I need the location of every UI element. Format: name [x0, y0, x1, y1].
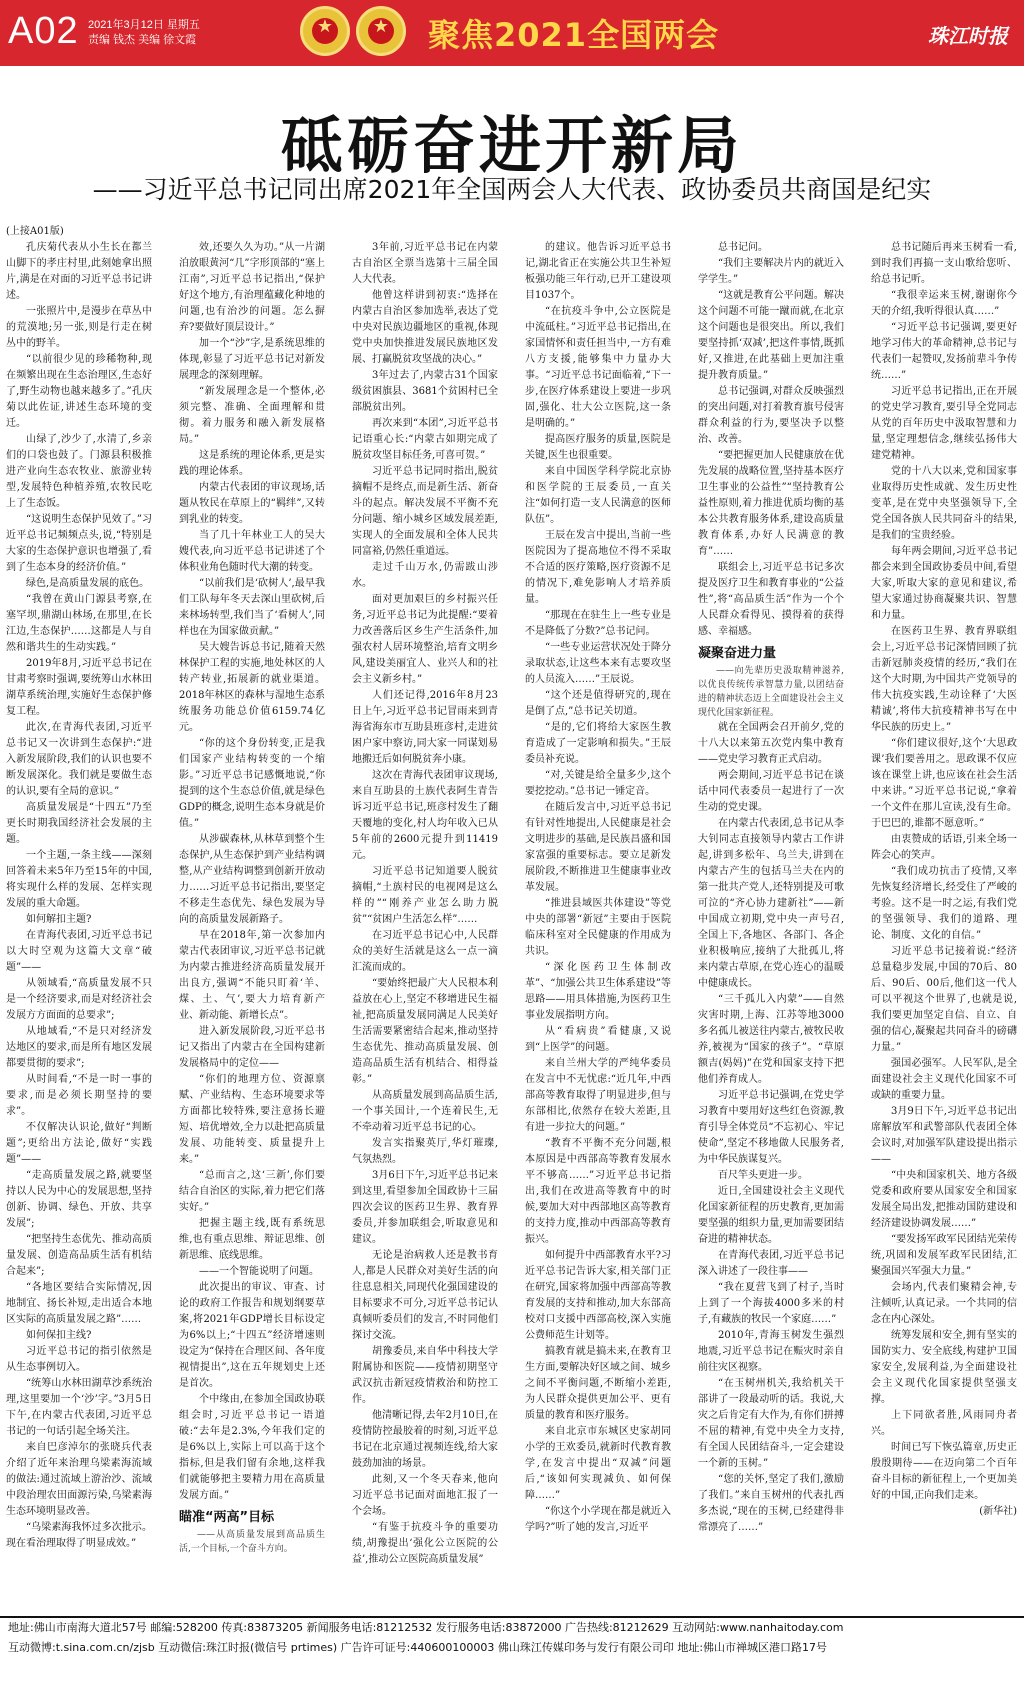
- national-emblem-icon: ★: [300, 6, 350, 56]
- body-paragraph: “这个还是值得研究的,现在是倒了点,”总书记关切道。: [525, 690, 671, 717]
- body-paragraph: “有鉴于抗疫斗争的重要功绩,胡豫提出‘强化公立医院的公益’,推动公立医院高质量发展”: [352, 1522, 498, 1565]
- article-signature: (新华社): [979, 1506, 1017, 1517]
- body-column-2: [179, 240, 325, 1608]
- continued-from-note: (上接A01版): [6, 226, 64, 237]
- body-paragraph: 3月9日下午,习近平总书记出席解放军和武警部队代表团全体会议时,对加强军队建设提出指示——: [871, 1106, 1017, 1165]
- body-paragraph: 胡豫委员,来自华中科技大学附属协和医院——疫情初期坚守武汉抗击新冠疫情救治和防控工作。: [352, 1346, 498, 1405]
- body-paragraph: 近日,全国建设社会主义现代化国家新征程的历史教育,更加需要坚强的组织力量,更加需要团结奋进的精神状态。: [698, 1186, 844, 1245]
- body-paragraph: “走高质量发展之路,就要坚持以人民为中心的发展思想,坚持创新、协调、绿色、开放、共享发展”;: [6, 1170, 152, 1229]
- body-column-1: [6, 240, 152, 1608]
- body-paragraph: “把坚持生态优先、推动高质量发展、创造高品质生活有机结合起来”;: [6, 1234, 152, 1277]
- body-paragraph: 来自巴彦淖尔的张晓兵代表介绍了近年来治理乌梁素海流域的做法:通过流域上游治沙、流域中段治理农田面源污染,乌梁素海生态环境明显改善。: [6, 1442, 152, 1517]
- body-paragraph: 每年两会期间,习近平总书记都会来到全国政协委员中间,看望大家,听取大家的意见和建议,希望大家通过协商凝聚共识、智慧和力量。: [871, 546, 1017, 621]
- body-paragraph: 进入新发展阶段,习近平总书记又指出了内蒙古在全国构建新发展格局中的定位——: [179, 1026, 325, 1069]
- body-paragraph: ——一个智能说明了问题。: [199, 1266, 319, 1277]
- body-paragraph: “这就是教育公平问题。解决这个问题不可能一蹴而就,在北京这个问题也是很突出。所以,我们要坚持抓‘双减’,把这件事情,既抓好,又推进,在此基础上更加注重提升教育质量。”: [698, 290, 844, 381]
- body-paragraph: 2019年8月,习近平总书记在甘肃考察时强调,要统筹山水林田湖草系统治理,实施好生态保护修复工程。: [6, 658, 152, 717]
- body-paragraph: “要始终把最广大人民根本利益放在心上,坚定不移增进民生福祉,把高质量发展同满足人民美好生活需要紧密结合起来,推动坚持生态优先、推动高质量发展、创造高品质生活有机结合、相得益彰。”: [352, 978, 498, 1085]
- body-column-5: [698, 240, 844, 1608]
- body-paragraph: 习近平总书记同时指出,脱贫摘帽不是终点,而是新生活、新奋斗的起点。解决发展不平衡不充分问题、缩小城乡区域发展差距,实现人的全面发展和全体人民共同富裕,仍然任重道远。: [352, 466, 498, 557]
- article-subtitle: ——习近平总书记同出席2021年全国两会人大代表、政协委员共商国是纪实: [92, 175, 932, 204]
- body-paragraph: 会场内,代表们聚精会神,专注倾听,认真记录。一个共同的信念在内心深处。: [871, 1282, 1017, 1325]
- section-intro: ——从高质量发展到高品质生活,一个目标,一个奋斗方向。: [179, 1530, 325, 1554]
- body-paragraph: 这是系统的理论体系,更是实践的理论体系。: [179, 450, 325, 477]
- body-paragraph: “你这个小学现在都是就近入学吗?”听了她的发言,习近平: [525, 1506, 671, 1533]
- body-paragraph: 由衷赞成的话语,引来全场一阵会心的笑声。: [871, 834, 1017, 861]
- body-paragraph: 无论是治病救人还是教书育人,都是人民群众对美好生活的向往息息相关,同现代化强国建设的目标要求不可分,习近平总书记认真倾听委员们的发言,不时同他们探讨交流。: [352, 1250, 498, 1341]
- body-paragraph: “中央和国家机关、地方各级党委和政府要从国家安全和国家发展全局出发,把推动国防建设和经济建设协调发展……”: [871, 1170, 1017, 1229]
- body-paragraph: 3月6日下午,习近平总书记来到这里,看望参加全国政协十三届四次会议的医药卫生界、教育界委员,并参加联组会,听取意见和建议。: [352, 1170, 498, 1245]
- body-paragraph: 统筹发展和安全,拥有坚实的国防实力、安全底线,构建护卫国家安全,发展利益,为全面建设社会主义现代化国家提供坚强支撑。: [871, 1330, 1017, 1405]
- body-paragraph: 2010年,青海玉树发生强烈地震,习近平总书记在赈灾时亲自前往灾区视察。: [698, 1330, 844, 1373]
- article-body: [6, 240, 1018, 1608]
- body-paragraph: 习近平总书记接着说:“经济总量稳步发展,中国的70后、80后、90后、00后,他们这一代人可以平视这个世界了,也就是说,我们要更加坚定自信、自立、自强的信心,凝聚起共同奋斗的磅礴力量。”: [871, 946, 1017, 1053]
- body-paragraph: “在抗疫斗争中,公立医院是中流砥柱。”习近平总书记指出,在家国情怀和责任担当中,一方有难八方支援,能够集中力量办大事。“习近平总书记面临着,“下一步,在医疗体系建设上要进一步巩固,强化、壮大公立医院,这一条是明确的。”: [525, 306, 671, 429]
- body-paragraph: 习近平总书记强调,在党史学习教育中要用好这些红色资源,教育引导全体党员“不忘初心、牢记使命”,坚定不移地做人民服务者,为中华民族谋复兴。: [698, 1090, 844, 1165]
- page-number: A02: [8, 10, 79, 52]
- editors-line: 责编 钱杰 美编 徐文霞: [88, 34, 197, 46]
- body-paragraph: “总而言之,这‘三新’,你们要结合自治区的实际,着力把它们落实好。”: [179, 1170, 325, 1213]
- cppcc-emblem-icon: ★: [356, 6, 406, 56]
- body-paragraph: 在医药卫生界、教育界联组会上,习近平总书记深情回顾了抗击新冠肺炎疫情的经历,“我们在这个大时期,为中国共产党领导的伟大抗疫实践,生动诠释了‘大医精诚’,将伟大抗疫精神书写在中华民族的历史上。”: [871, 626, 1017, 733]
- section-heading: 凝聚奋进力量: [698, 646, 777, 661]
- body-paragraph: 把握主题主线,既有系统思维,也有重点思维、辩证思维、创新思维、底线思维。: [179, 1218, 325, 1261]
- body-paragraph: 来自中国医学科学院北京协和医学院的王辰委员,一直关注“如何打造一支人民满意的医师队伍”。: [525, 466, 671, 525]
- body-paragraph: “统筹山水林田湖草沙系统治理,这里要加一个‘沙’字。”3月5日下午,在内蒙古代表团,习近平总书记的一句话引起全场关注。: [6, 1378, 152, 1437]
- body-paragraph: “乌梁素海我怀过多次批示。现在看治理取得了明显成效。”: [6, 1522, 152, 1549]
- body-paragraph: 的建议。他告诉习近平总书记,湖北省正在实施公共卫生补短板强功能三年行动,已开工建设项目1037个。: [525, 242, 671, 301]
- body-paragraph: “推进县域医共体建设”等党中央的部署“新冠”主要由于医院临床科室对全民健康的作用成为共识。: [525, 898, 671, 957]
- body-paragraph: “我曾在黄山门源县考察,在塞罕坝,鼎湖山林场,在那里,在长江边,生态保护……这都是人与自然和谐共生的生动实践。”: [6, 594, 152, 653]
- issue-date: 2021年3月12日 星期五: [88, 19, 200, 31]
- article-title: 砥砺奋进开新局: [280, 109, 743, 182]
- body-paragraph: 3年前,习近平总书记在内蒙古自治区全票当选第十三届全国人大代表。: [352, 242, 498, 285]
- body-paragraph: “我们成功抗击了疫情,又率先恢复经济增长,经受住了严峻的考验。这不是一时之运,有我们党的坚强领导、我们的道路、理论、制度、文化的自信。”: [871, 866, 1017, 941]
- body-paragraph: “以前我们是‘砍树人’,最早我们工队每年冬天去深山里砍树,后来林场转型,我们当了‘看树人’,同样也在为国家做贡献。”: [179, 578, 325, 637]
- body-paragraph: 个中缘由,在参加全国政协联组会时,习近平总书记一语道破:“去年是2.3%,今年我们定的是6%以上,实际上可以高于这个指标,但是我们留有余地,这样我们就能够把主要精力用在高质量发展方面。”: [179, 1394, 325, 1501]
- body-paragraph: “您的关怀,坚定了我们,激励了我们。”来自玉树州的代表扎西多杰说,“现在的玉树,已经建得非常漂亮了……”: [698, 1474, 844, 1533]
- body-paragraph: 早在2018年,第一次参加内蒙古代表团审议,习近平总书记就为内蒙古推进经济高质量发展开出良方,强调“不能只盯着‘羊、煤、土、气’,要大力培育新产业、新动能、新增长点”。: [179, 930, 325, 1021]
- body-paragraph: “这说明生态保护见效了。”习近平总书记频频点头,说,“特别是大家的生态保护意识也增强了,看到了生态本身的经济价值。”: [6, 514, 152, 573]
- body-paragraph: 在青海代表团,习近平总书记以大时空观为这篇大文章“破题”——: [6, 930, 152, 973]
- section-intro: ——向先辈历史汲取精神滋养,以优良传统传承智慧力量,以团结奋进的精神状态迈上全面建设社会主义现代化国家新征程。: [698, 666, 844, 718]
- body-paragraph: 来自兰州大学的严纯华委员在发言中不无忧虑:“近几年,中西部高等教育取得了明显进步,但与东部相比,依然存在较大差距,且有进一步拉大的问题。”: [525, 1058, 671, 1133]
- body-paragraph: “是的,它们将给大家医生教育造成了一定影响和损失。”王辰委员补充说。: [525, 722, 671, 765]
- body-paragraph: “习近平总书记强调,要更好地学习伟大的革命精神,总书记与代表们一起赞叹,发扬前辈斗争传统……”: [871, 322, 1017, 381]
- body-paragraph: 他清晰记得,去年2月10日,在疫情防控最胶着的时刻,习近平总书记在北京通过视频连线,给大家鼓劲加油的场景。: [352, 1410, 498, 1469]
- footer-line-2: 互动微博:t.sina.com.cn/zjsb 互动微信:珠江时报(微信号 prtimes) 广告许可证号:440600100003 佛山珠江传媒印务与发行有限公司印 地址:佛山市禅城区港口路17号: [8, 1641, 828, 1654]
- body-paragraph: 上下同欲者胜,风雨同舟者兴。: [871, 1410, 1017, 1437]
- body-column-4: [525, 240, 671, 1608]
- body-paragraph: 来自北京市东城区史家胡同小学的王欢委员,就新时代教育教学,在发言中提出“双减”问题后,“该如何实现减负、如何保障……”: [525, 1426, 671, 1501]
- body-paragraph: “各地区要结合实际情况,因地制宜、扬长补短,走出适合本地区实际的高质量发展之路”……: [6, 1282, 152, 1325]
- body-paragraph: 总书记随后再来玉树看一看,到时我们再搞一支山歌给您听、给总书记听。: [871, 242, 1017, 285]
- body-paragraph: 孔庆菊代表从小生长在都兰山脚下的孝庄村里,此刻她拿出照片,满是在对面的习近平总书记讲述。: [6, 242, 152, 301]
- body-paragraph: 时间已写下恢弘篇章,历史正殷殷期待——在迈向第二个百年奋斗目标的新征程上,一个更加美好的中国,正向我们走来。: [871, 1442, 1017, 1501]
- body-paragraph: 从领域看,“高质量发展不只是一个经济要求,而是对经济社会发展方方面面的总要求”;: [6, 978, 152, 1021]
- body-paragraph: “以前很少见的珍稀物种,现在频繁出现在生态治理区,生态好了,野生动物也越来越多了。”孔庆菊以此佐证,讲述生态环境的变迁。: [6, 354, 152, 429]
- body-paragraph: 习近平总书记指出,正在开展的党史学习教育,要引导全党同志从党的百年历史中汲取智慧和力量,坚定理想信念,继续弘扬伟大建党精神。: [871, 386, 1017, 461]
- body-paragraph: “要把握更加人民健康放在优先发展的战略位置,坚持基本医疗卫生事业的公益性”“坚持教育公益性原则,着力推进优质均衡的基本公共教育服务体系,建设高质量教育体系,办好人民满意的教育”……: [698, 450, 844, 557]
- body-paragraph: 党的十八大以来,党和国家事业取得历史性成就、发生历史性变革,是在党中央坚强领导下,全党全国各族人民共同奋斗的结果,是我们的宝贵经验。: [871, 466, 1017, 541]
- body-paragraph: 面对更加艰巨的乡村振兴任务,习近平总书记为此提醒:“要着力改善落后区乡生产生活条件,加强农村人居环境整治,培育文明乡风,建设美丽宜人、业兴人和的社会主义新乡村。”: [352, 594, 498, 685]
- body-paragraph: 走过千山万水,仍需跋山涉水。: [352, 562, 498, 589]
- issue-date-block: [88, 18, 200, 48]
- body-paragraph: 百尺竿头更进一步。: [718, 1170, 808, 1181]
- body-paragraph: 在内蒙古代表团,总书记从李大钊同志直接领导内蒙古工作讲起,讲到多松年、乌兰夫,讲到在内蒙古产生的包括马兰夫在内的第一批共产党人,还特别提及可歌可泣的“齐心协力建新社”——新中国成立初期,党中央一声号召,全国上下,各地区、各部门、各企业积极响应,接纳了大批孤儿,将来内蒙古草原,在党心连心的温暖中健康成长。: [698, 818, 844, 989]
- body-paragraph: 从时间看,“不是一时一事的要求,而是必须长期坚持的要求”。: [6, 1074, 152, 1117]
- body-paragraph: 他曾这样讲到初衷:“选择在内蒙古自治区参加选举,表达了党中央对民族边疆地区的重视,体现党中央加快推进发展民族地区发展、打赢脱贫攻坚战的决心。”: [352, 290, 498, 365]
- body-paragraph: 从地域看,“不是只对经济发达地区的要求,而是所有地区发展都要贯彻的要求”;: [6, 1026, 152, 1069]
- body-paragraph: 从涉碳森林,从林草到整个生态保护,从生态保护到产业结构调整,从产业结构调整到创新开放动力……习近平总书记指出,要坚定不移走生态优先、绿色发展为导向的高质量发展新路子。: [179, 834, 325, 925]
- body-paragraph: 绿色,是高质量发展的底色。: [26, 578, 150, 589]
- body-paragraph: 习近平总书记的指引依然是从生态事例切入。: [6, 1346, 152, 1373]
- body-paragraph: 效,还要久久为功。”从一片湖泊放眼黄河“几”字形顶部的“塞上江南”,习近平总书记指出,“保护好这个地方,有治理蕴藏化种地的问题,也有治沙的问题。怎么摒弃?要做好顶层设计。”: [179, 242, 325, 333]
- body-paragraph: 3年过去了,内蒙古31个国家级贫困旗县、3681个贫困村已全部脱贫出列。: [352, 370, 498, 413]
- body-paragraph: “我在夏营飞到了村子,当时上到了一个海拔4000多米的村子,有藏族的牧民一个家庭……”: [698, 1282, 844, 1325]
- body-paragraph: 吴大嫂告诉总书记,随着天然林保护工程的实施,地处林区的人转产转业,拓展新的就业渠道。2018年林区的森林与湿地生态系统服务功能总价值6159.74亿元。: [179, 642, 325, 733]
- body-paragraph: 高质量发展是“十四五”乃至更长时期我国经济社会发展的主题。: [6, 802, 152, 845]
- body-paragraph: “那现在在驻生上一些专业是不是降低了分数?”总书记问。: [525, 610, 671, 637]
- body-paragraph: 总书记问。: [718, 242, 768, 253]
- body-paragraph: 山绿了,沙少了,水清了,乡亲们的口袋也鼓了。门源县积极推进产业向生态农牧业、旅游业转型,发展特色种植养殖,农牧民吃上了生态饭。: [6, 434, 152, 509]
- body-paragraph: 再次来到“本团”,习近平总书记语重心长:“内蒙古如期完成了脱贫攻坚目标任务,可喜可贺。”: [352, 418, 498, 461]
- body-paragraph: “对,关键是给全量多少,这个要挖挖动。”总书记一锤定音。: [525, 770, 671, 797]
- body-paragraph: 内蒙古代表团的审议现场,话题从牧民在草原上的“羁绊”,又转到乳业的转变。: [179, 482, 325, 525]
- body-paragraph: “教育不平衡不充分问题,根本原因是中西部高等教育发展水平不够高……”习近平总书记指出,我们在改进高等教育中的时候,要加大对中西部地区高等教育的支持力度,推动中西部高等教育振兴。: [525, 1138, 671, 1245]
- body-paragraph: 如何解扣主题?: [26, 914, 92, 925]
- body-paragraph: 如何保扣主线?: [26, 1330, 92, 1341]
- body-paragraph: 这次在青海代表团审议现场,来自互助县的土族代表阿生青告诉习近平总书记,班彦村发生了翻天覆地的变化,村人均年收入已从5年前的2600元提升到11419元。: [352, 770, 498, 861]
- body-paragraph: “我很幸运来玉树,谢谢你今天的介绍,我听得很认真……”: [871, 290, 1017, 317]
- body-paragraph: “一些专业运营状况处于降分录取状态,让这些本来有志要攻坚的人员流入……”王辰说。: [525, 642, 671, 685]
- body-paragraph: “新发展理念是一个整体,必须完整、准确、全面理解和贯彻。着力服务和融入新发展格局。”: [179, 386, 325, 445]
- body-paragraph: 从高质量发展到高品质生活,一个事关国计,一个连着民生,无不牵动着习近平总书记的心。: [352, 1090, 498, 1133]
- body-paragraph: 习近平总书记知道要人脱贫摘帽,“土族村民的电视网是这么样的”“刚养产业怎么助力脱贫”“贫困户生活怎么样”……: [352, 866, 498, 925]
- body-paragraph: 一个主题,一条主线——深刻回答着未来5年乃至15年的中国,将实现什么样的发展、怎样实现发展的重大命题。: [6, 850, 152, 909]
- section-heading: 瞄准“两高”目标: [179, 1510, 275, 1525]
- body-paragraph: 发言实指聚英厅,华灯璀璨,气氛热烈。: [352, 1138, 498, 1165]
- body-paragraph: 加一个“沙”字,是系统思维的体现,彰显了习近平总书记对新发展理念的深刻理解。: [179, 338, 325, 381]
- section-banner-title: 聚焦2021全国两会: [428, 16, 720, 54]
- body-paragraph: “在玉树州机关,我给机关干部讲了一段最动听的话。我说,大灾之后肯定有大作为,有你们拼搏不屈的精神,有党中央全力支持,有全国人民团结奋斗,一定会建设一个新的玉树。”: [698, 1378, 844, 1469]
- body-column-3: [352, 240, 498, 1608]
- page-footer: [0, 1616, 1024, 1680]
- body-paragraph: 就在全国两会召开前夕,党的十八大以来第五次党内集中教育——党史学习教育正式启动。: [698, 722, 844, 765]
- body-paragraph: 当了几十年林业工人的吴大嫂代表,向习近平总书记讲述了个体积业角色随时代大潮的转变。: [179, 530, 325, 573]
- body-paragraph: 搞教育就是搞未来,在教育卫生方面,要解决好区域之间、城乡之间不平衡问题,不断缩小差距,为人民群众提供更加公平、更有质量的教育和医疗服务。: [525, 1346, 671, 1421]
- newspaper-logo: 珠江时报: [928, 24, 1008, 48]
- body-paragraph: 此次,在青海代表团,习近平总书记又一次讲到生态保护:“进入新发展阶段,我们的认识也要不断发展深化。我们就是要做生态的认识,要有全局的意识。”: [6, 722, 152, 797]
- body-paragraph: 联组会上,习近平总书记多次提及医疗卫生和教育事业的“公益性”,将“高品质生活”作为一个个人民群众看得见、摸得着的获得感、幸福感。: [698, 562, 844, 637]
- body-paragraph: 王辰在发言中提出,当前一些医院因为了提高地位不得不采取不合适的医疗策略,医疗资源不足的情况下,难免影响人才培养质量。: [525, 530, 671, 605]
- body-paragraph: 人们还记得,2016年8月23日上午,习近平总书记冒雨来到青海省海东市互助县班彦村,走进贫困户家中察访,同大家一同谋划易地搬迁后如何脱贫奔小康。: [352, 690, 498, 765]
- body-paragraph: 一张照片中,是漫步在草丛中的荒漠地;另一张,则是行走在树丛中的野羊。: [6, 306, 152, 349]
- body-paragraph: 在青海代表团,习近平总书记深入讲述了一段往事——: [698, 1250, 844, 1277]
- body-paragraph: 总书记强调,对群众反映强烈的突出问题,对打着教育旗号侵害群众利益的行为,要坚决予以整治、改善。: [698, 386, 844, 445]
- masthead-bar: [0, 0, 1024, 66]
- body-paragraph: 在随后发言中,习近平总书记有针对性地提出,人民健康是社会文明进步的基础,是民族昌盛和国家富强的重要标志。要立足新发展阶段,不断推进卫生健康事业改革发展。: [525, 802, 671, 893]
- body-paragraph: 强国必强军。人民军队,是全面建设社会主义现代化国家不可或缺的重要力量。: [871, 1058, 1017, 1101]
- body-paragraph: 从“看病贵”看健康,又说到“上医学”的问题。: [525, 1026, 671, 1053]
- body-paragraph: 此次提出的审议、审查、讨论的政府工作报告和规划纲要草案,将2021年GDP增长目标设定为6%以上;“十四五”经济增速则设定为“保持在合理区间、各年度视情提出”,这在五年规划史上还是首次。: [179, 1282, 325, 1389]
- body-paragraph: “我们主要解决片内的就近入学学生。”: [698, 258, 844, 285]
- body-paragraph: 提高医疗服务的质量,医院是关键,医生也很重要。: [525, 434, 671, 461]
- body-paragraph: 在习近平总书记心中,人民群众的美好生活就是这么一点一滴汇流而成的。: [352, 930, 498, 973]
- body-paragraph: “深化医药卫生体制改革”、“加强公共卫生体系建设”等思路——用具体措施,为医药卫生事业发展指明方向。: [525, 962, 671, 1021]
- body-paragraph: “你们的地理方位、资源禀赋、产业结构、生态环境要求等方面都比较特殊,要注意扬长避短、培优增效,全力以赴把高质量发展、功能转变、质量提升上来。”: [179, 1074, 325, 1165]
- body-paragraph: 此刻,又一个冬天春来,他向习近平总书记面对面地汇报了一个会场。: [352, 1474, 498, 1517]
- body-paragraph: “你的这个身份转变,正是我们国家产业结构转变的一个缩影。”习近平总书记感慨地说,“你提到的这个生态总价值,就是绿色GDP的概念,说明生态本身就是价值。”: [179, 738, 325, 829]
- body-paragraph: 不仅解决认识论,做好“判断题”;更给出方法论,做好“实践题”——: [6, 1122, 152, 1165]
- footer-line-1: 地址:佛山市南海大道北57号 邮编:528200 传真:83873205 新闻服务电话:81212532 发行服务电话:83872000 广告热线:81212629 互动网站:www.nanhaitoday.com: [8, 1621, 844, 1634]
- body-paragraph: “你们建议很好,这个‘大思政课’我们要善用之。思政课不仅应该在课堂上讲,也应该在社会生活中来讲。”习近平总书记说,“拿着一个文件在那儿宣读,没有生命。于巴巴的,谁都不愿意听。”: [871, 738, 1017, 829]
- body-paragraph: 如何提升中西部教育水平?习近平总书记告诉大家,相关部门正在研究,国家将加强中西部高等教育发展的支持和推动,加大东部高校对口支援中西部高校,深入实施公费师范生计划等。: [525, 1250, 671, 1341]
- body-paragraph: “要发扬军政军民团结光荣传统,巩固和发展军政军民团结,汇聚强国兴军强大力量。”: [871, 1234, 1017, 1277]
- body-column-6: [871, 240, 1017, 1608]
- body-paragraph: “三千孤儿入内蒙”——自然灾害时期,上海、江苏等地3000多名孤儿被送往内蒙古,被牧民收养,被视为“国家的孩子”。“草原额吉(妈妈)”在党和国家支持下把他们养育成人。: [698, 994, 844, 1085]
- body-paragraph: 两会期间,习近平总书记在谈话中同代表委员一起进行了一次生动的党史课。: [698, 770, 844, 813]
